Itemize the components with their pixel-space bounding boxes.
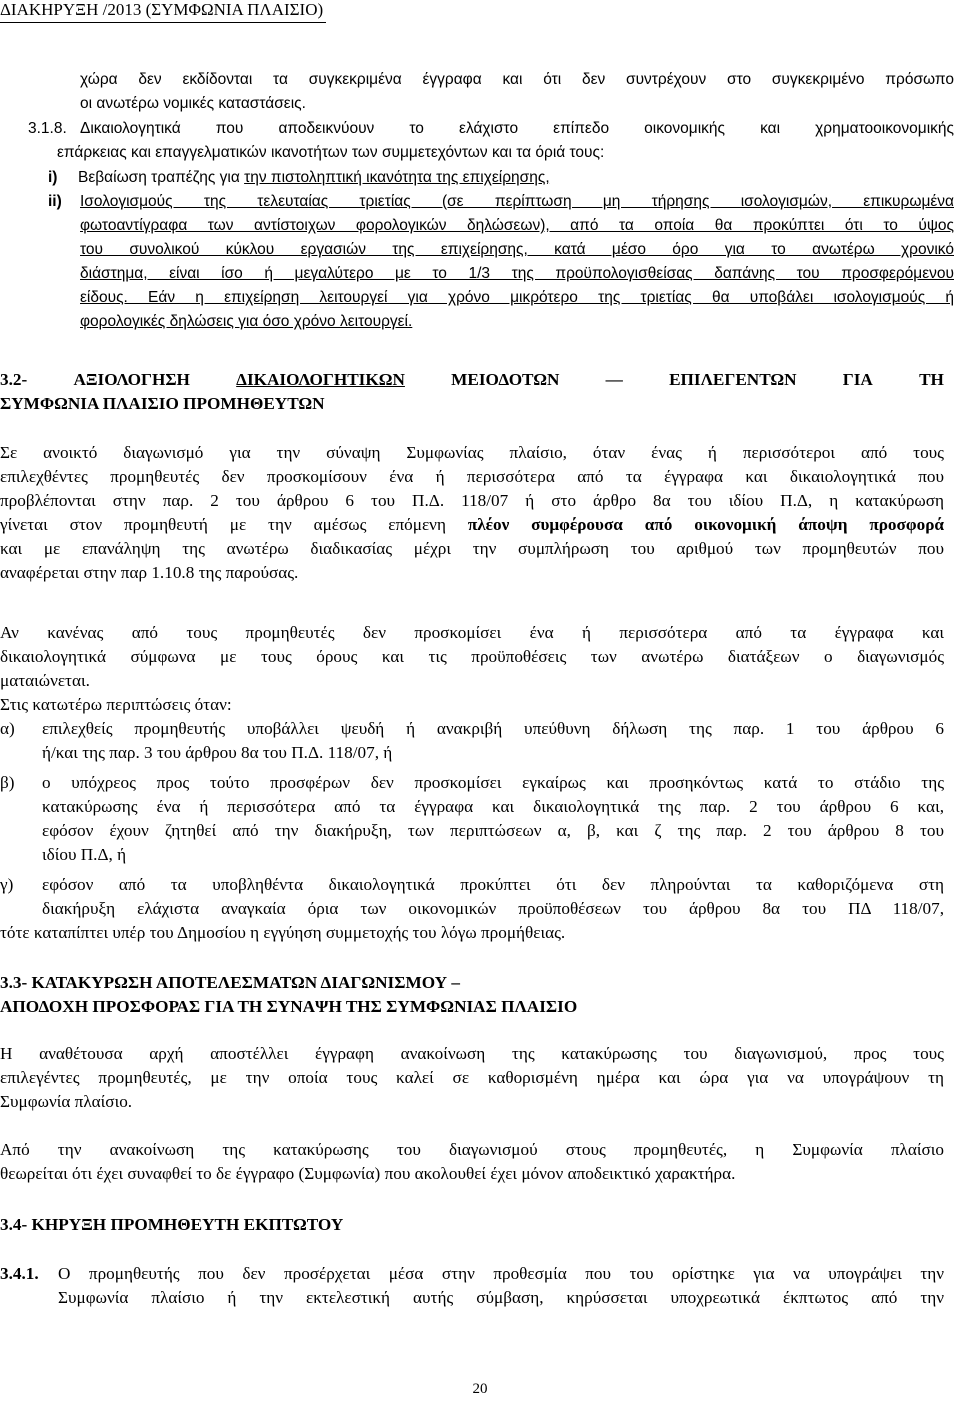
section-3-1-7-continuation	[80, 68, 954, 116]
text-line: Η αναθέτουσα αρχή αποστέλλει έγγραφη ανακοίνωση της κατακύρωσης του διαγωνισμού, προς τους	[0, 1044, 944, 1063]
section-3-2-paragraph-2	[0, 621, 944, 717]
section-number: 3.4.1.	[0, 1264, 39, 1283]
text-line: ματαιώνεται.	[0, 671, 90, 690]
heading-line: ΣΥΜΦΩΝΙΑ ΠΛΑΙΣΙΟ ΠΡΟΜΗΘΕΥΤΩΝ	[0, 394, 325, 413]
text-line: Ο προμηθευτής που δεν προσέρχεται μέσα στην προθεσμία που του ορίστηκε για να υπογράψει την	[58, 1264, 944, 1283]
text-line: Συμφωνία πλαίσιο ή την εκτελεστική αυτής σύμβαση, κηρύσσεται υποχρεωτικά έκπτωτος από την	[58, 1288, 944, 1307]
text-line: αναφέρεται στην παρ 1.10.8 της παρούσας.	[0, 563, 299, 582]
text-run-underlined: την πιστοληπτική ικανότητα της επιχείρησης,	[244, 169, 550, 186]
text-line: Δικαιολογητικά που αποδεικνύουν το ελάχιστο επίπεδο οικονομικής και χρηματοοικονομικής	[80, 120, 954, 137]
text-line: χώρα δεν εκδίδονται τα συγκεκριμένα έγγραφα και ότι δεν συντρέχουν στο συγκεκριμένο πρόσωπο	[80, 71, 954, 88]
text-run-bold: πλέον συμφέρουσα από οικονομική άποψη προσφορά	[467, 515, 944, 534]
list-item-ii	[48, 190, 954, 334]
section-3-3-paragraph-1	[0, 1042, 944, 1114]
text-run: γίνεται στον προμηθευτή με την αμέσως επόμενη	[0, 515, 468, 534]
text-line: φορολογικές δηλώσεις για όσο χρόνο λειτουργεί.	[80, 313, 413, 330]
text-line: είδους. Εάν η επιχείρηση λειτουργεί για χρόνο μικρότερο της τριετίας θα υποβάλει ισολογισμούς ή	[80, 289, 954, 306]
heading-word: ΤΗ	[919, 370, 944, 389]
list-label: β)	[0, 773, 15, 792]
text-line: και με επανάληψη της ανωτέρω διαδικασίας μέχρι την συμπλήρωση του αριθμού των προμηθευτών που	[0, 539, 944, 558]
section-3-2-paragraph-1	[0, 441, 944, 585]
text-line: ιδίου Π.Δ, ή	[42, 845, 127, 864]
text-line: του συνολικού κύκλου εργασιών της επιχείρησης, κατά μέσο όρο για το ανωτέρω χρονικό	[80, 241, 954, 258]
case-a	[0, 717, 944, 765]
text-line: Σε ανοικτό διαγωνισμό για την σύναψη Συμφωνίας πλαίσιο, όταν ένας ή περισσότεροι από τους	[0, 443, 944, 462]
heading-line: 3.3- ΚΑΤΑΚΥΡΩΣΗ ΑΠΟΤΕΛΕΣΜΑΤΩΝ ΔΙΑΓΩΝΙΣΜΟΥ –	[0, 973, 460, 992]
text-line: επάρκειας και επαγγελματικών ικανοτήτων των συμμετεχόντων και τα όριά τους:	[57, 144, 605, 161]
section-3-4-1	[0, 1262, 944, 1310]
list-label: i)	[48, 169, 58, 186]
text-line: εφόσον από τα υποβληθέντα δικαιολογητικά προκύπτει ότι δεν πληρούνται τα καθοριζόμενα στη	[42, 875, 944, 894]
heading-word: ΔΙΚΑΙΟΛΟΓΗΤΙΚΩΝ	[236, 370, 405, 389]
heading-word: ΜΕΙΟΔΟΤΩΝ	[451, 370, 560, 389]
section-3-4-heading: 3.4- ΚΗΡΥΞΗ ΠΡΟΜΗΘΕΥΤΗ ΕΚΠΤΩΤΟΥ	[0, 1215, 344, 1234]
text-line: Συμφωνία πλαίσιο.	[0, 1092, 133, 1111]
text-line: Στις κατωτέρω περιπτώσεις όταν:	[0, 695, 232, 714]
text-line: Από την ανακοίνωση της κατακύρωσης του διαγωνισμού στους προμηθευτές, η Συμφωνία πλαίσιο	[0, 1140, 944, 1159]
text-line: προβλέπονται στην παρ. 2 του άρθρου 6 του Π.Δ. 118/07 ή στο άρθρο 8α του ιδίου Π.Δ, η κατακύρωση	[0, 491, 944, 510]
page-number: 20	[472, 1381, 488, 1397]
text-line: Ισολογισμούς της τελευταίας τριετίας (σε περίπτωση μη τήρησης ισολογισμών, επικυρωμένα	[80, 193, 954, 210]
text-run: Βεβαίωση τραπέζης για	[78, 169, 245, 186]
section-3-3-heading	[0, 971, 944, 1019]
text-line: ο υπόχρεος προς τούτο προσφέρων δεν προσκομίσει εγκαίρως και προσηκόντως κατά το στάδιο της	[42, 773, 944, 792]
text-line: διάστημα, είναι ίσο ή μεγαλύτερο με το 1/3 της προϋπολογισθείσας δαπάνης του προσφερόμενου	[80, 265, 954, 282]
list-label: γ)	[0, 875, 14, 894]
text-line: επιλεχθείς προμηθευτής υποβάλλει ψευδή ή ανακριβή υπεύθυνη δήλωση της παρ. 1 του άρθρου 6	[42, 719, 944, 738]
text-line: Αν κανένας από τους προμηθευτές δεν προσκομίσει ένα ή περισσότερα από τα έγγραφα και	[0, 623, 944, 642]
text-line: οι ανωτέρω νομικές καταστάσεις.	[80, 95, 306, 112]
text-line: δικαιολογητικά σύμφωνα με τους όρους και τις προϋποθέσεις των ανωτέρω διατάξεων ο διαγωνισμός	[0, 647, 944, 666]
text-line: φωτοαντίγραφα των αντίστοιχων φορολογικών δηλώσεων), από τα οποία θα προκύπτει ότι το ύψος	[80, 217, 954, 234]
heading-word: —	[605, 370, 623, 389]
list-label: ii)	[48, 193, 62, 210]
case-c	[0, 873, 944, 945]
section-number: 3.1.8.	[28, 120, 67, 137]
text-line: τότε καταπίπτει υπέρ του Δημοσίου η εγγύηση συμμετοχής του λόγω προμήθειας.	[0, 923, 566, 942]
text-line: κατακύρωσης ένα ή περισσότερα από τα έγγραφα και δικαιολογητικά της παρ. 2 του άρθρου 6 και,	[42, 797, 944, 816]
section-3-1-8	[28, 117, 954, 165]
heading-word: ΓΙΑ	[842, 370, 873, 389]
text-line: θεωρείται ότι έχει συναφθεί το δε έγγραφο (Συμφωνία) που ακολουθεί έχει μόνον αποδεικτικό χαρακτήρα.	[0, 1164, 736, 1183]
heading-word: ΑΞΙΟΛΟΓΗΣΗ	[73, 370, 190, 389]
text-line: επιλεγέντες προμηθευτές, με την οποία τους καλεί σε καθορισμένη ημέρα και ώρα για να υπογράψουν τη	[0, 1068, 944, 1087]
heading-line: ΑΠΟΔΟΧΗ ΠΡΟΣΦΟΡΑΣ ΓΙΑ ΤΗ ΣΥΝΑΨΗ ΤΗΣ ΣΥΜΦΩΝΙΑΣ ΠΛΑΙΣΙΟ	[0, 997, 578, 1016]
case-b	[0, 771, 944, 867]
document-header: ΔΙΑΚΗΡΥΞΗ /2013 (ΣΥΜΦΩΝΙΑ ΠΛΑΙΣΙΟ)	[0, 0, 326, 23]
heading-word: 3.2-	[0, 370, 28, 389]
text-line: ή/και της παρ. 3 του άρθρου 8α του Π.Δ. 118/07, ή	[42, 743, 393, 762]
section-3-2-heading	[0, 368, 944, 416]
list-item-i	[48, 166, 954, 190]
text-line: εφόσον έχουν ζητηθεί από την διακήρυξη, των περιπτώσεων α, β, και ζ της παρ. 2 του άρθρου 8 του	[42, 821, 944, 840]
list-label: α)	[0, 719, 15, 738]
section-3-3-paragraph-2	[0, 1138, 944, 1186]
text-line: επιλεχθέντες προμηθευτές δεν προσκομίσουν ένα ή περισσότερα από τα έγγραφα και δικαιολογητικά που	[0, 467, 944, 486]
text-line: διακήρυξη ελάχιστα αναγκαία όρια των οικονομικών προϋποθέσεων του άρθρου 8α του ΠΔ 118/07,	[42, 899, 944, 918]
heading-word: ΕΠΙΛΕΓΕΝΤΩΝ	[669, 370, 797, 389]
